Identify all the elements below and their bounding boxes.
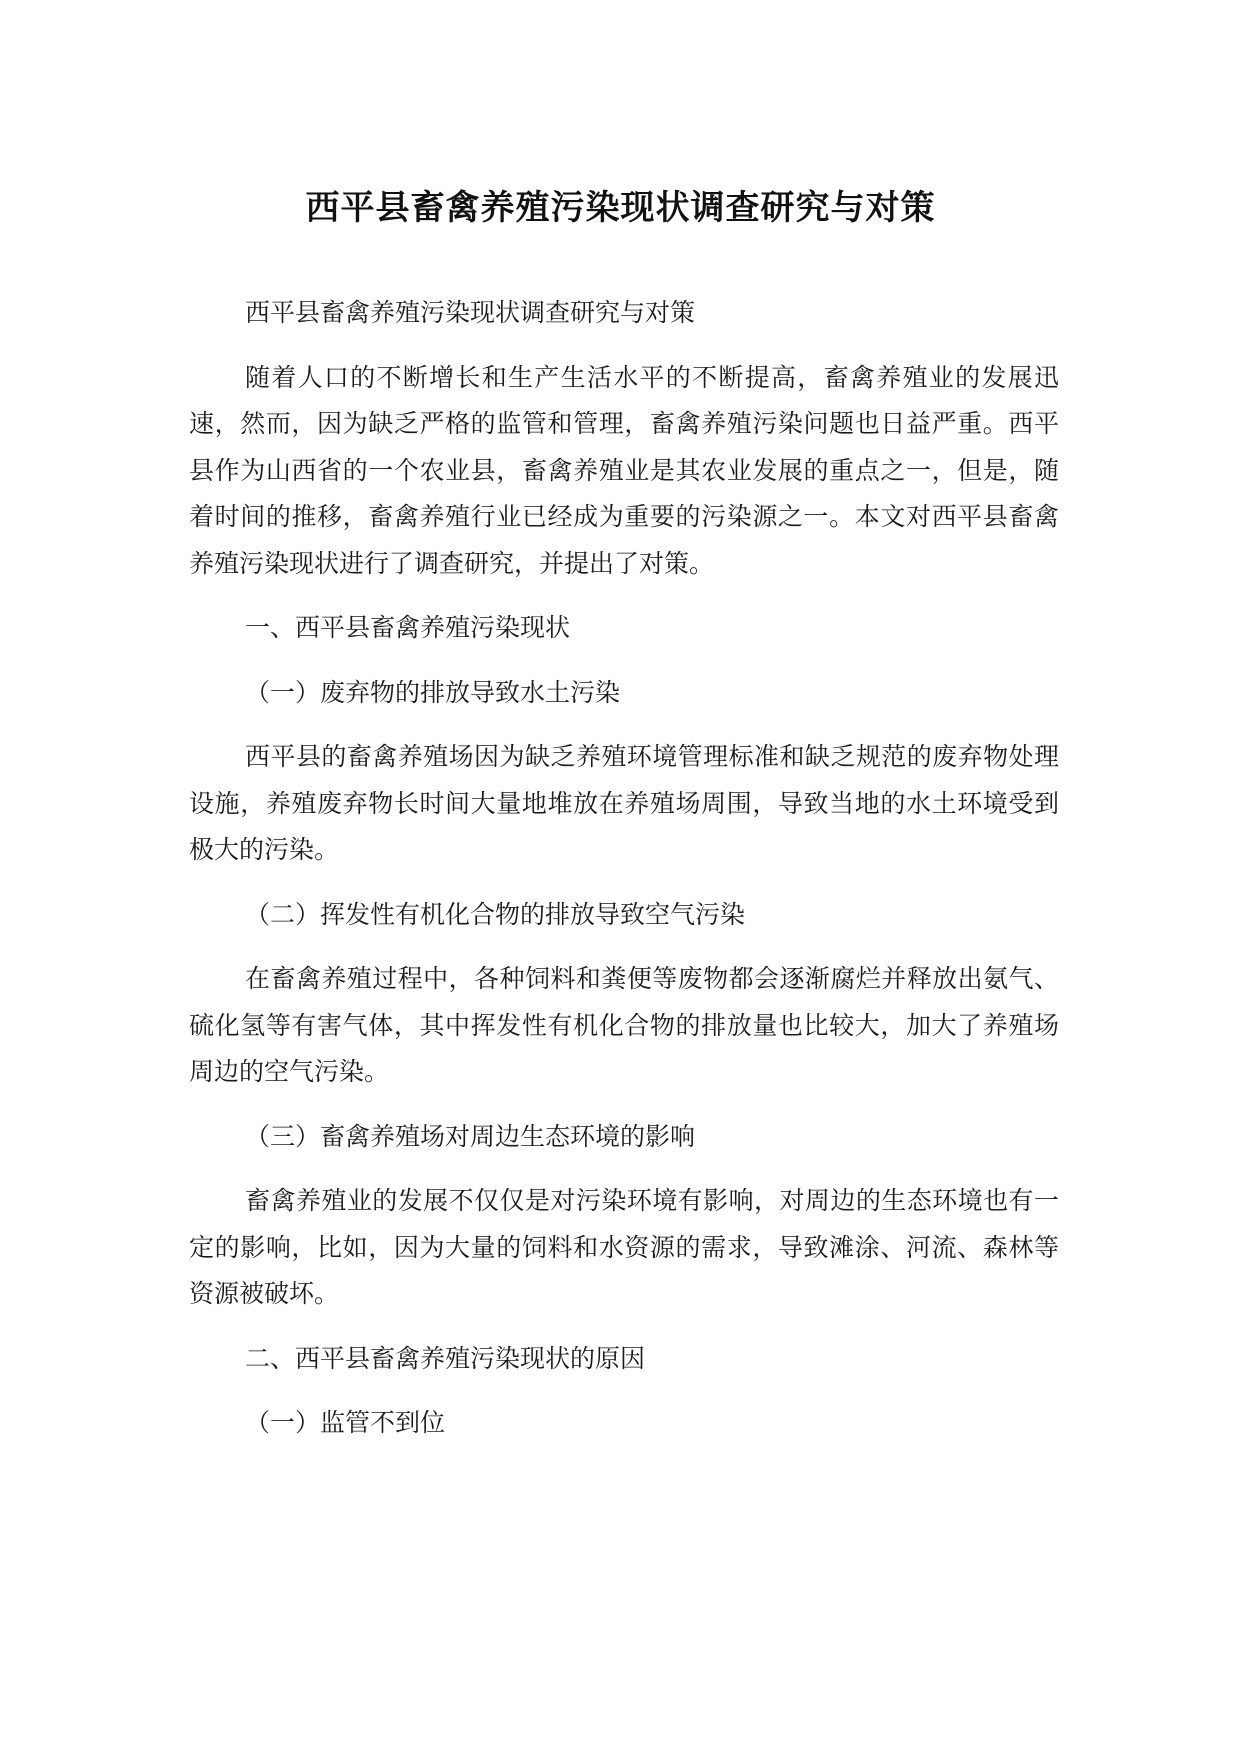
section1-sub3-heading: （三）畜禽养殖场对周边生态环境的影响 bbox=[245, 1121, 696, 1151]
section1-sub1-heading: （一）废弃物的排放导致水土污染 bbox=[245, 677, 621, 707]
section1-sub2-paragraph: 在畜禽养殖过程中，各种饲料和粪便等废物都会逐渐腐烂并释放出氨气、硫化氢等有害气体，其中挥发性有机化合物的排放量也比较大，加大了养殖场周边的空气污染。 bbox=[189, 964, 1059, 1086]
document-body bbox=[189, 290, 1059, 1447]
section2-heading: 二、西平县畜禽养殖污染现状的原因 bbox=[245, 1343, 646, 1373]
document-subtitle: 西平县畜禽养殖污染现状调查研究与对策 bbox=[245, 298, 696, 327]
section1-sub2-heading: （二）挥发性有机化合物的排放导致空气污染 bbox=[245, 899, 746, 929]
intro-paragraph: 随着人口的不断增长和生产生活水平的不断提高，畜禽养殖业的发展迅速，然而，因为缺乏严格的监管和管理，畜禽养殖污染问题也日益严重。西平县作为山西省的一个农业县，畜禽养殖业是其农业发展的重点之一，但是，随着时间的推移，畜禽养殖行业已经成为重要的污染源之一。本文对西平县畜禽养殖污染现状进行了调查研究，并提出了对策。 bbox=[189, 362, 1059, 578]
document-title: 西平县畜禽养殖污染现状调查研究与对策 bbox=[305, 188, 936, 228]
section1-sub3-paragraph: 畜禽养殖业的发展不仅仅是对污染环境有影响，对周边的生态环境也有一定的影响，比如，因为大量的饲料和水资源的需求，导致滩涂、河流、森林等资源被破坏。 bbox=[189, 1186, 1059, 1308]
section2-sub1-heading: （一）监管不到位 bbox=[245, 1408, 446, 1437]
section1-heading: 一、西平县畜禽养殖污染现状 bbox=[245, 613, 571, 642]
section1-sub1-paragraph: 西平县的畜禽养殖场因为缺乏养殖环境管理标准和缺乏规范的废弃物处理设施，养殖废弃物长时间大量地堆放在养殖场周围，导致当地的水土环境受到极大的污染。 bbox=[189, 742, 1059, 864]
